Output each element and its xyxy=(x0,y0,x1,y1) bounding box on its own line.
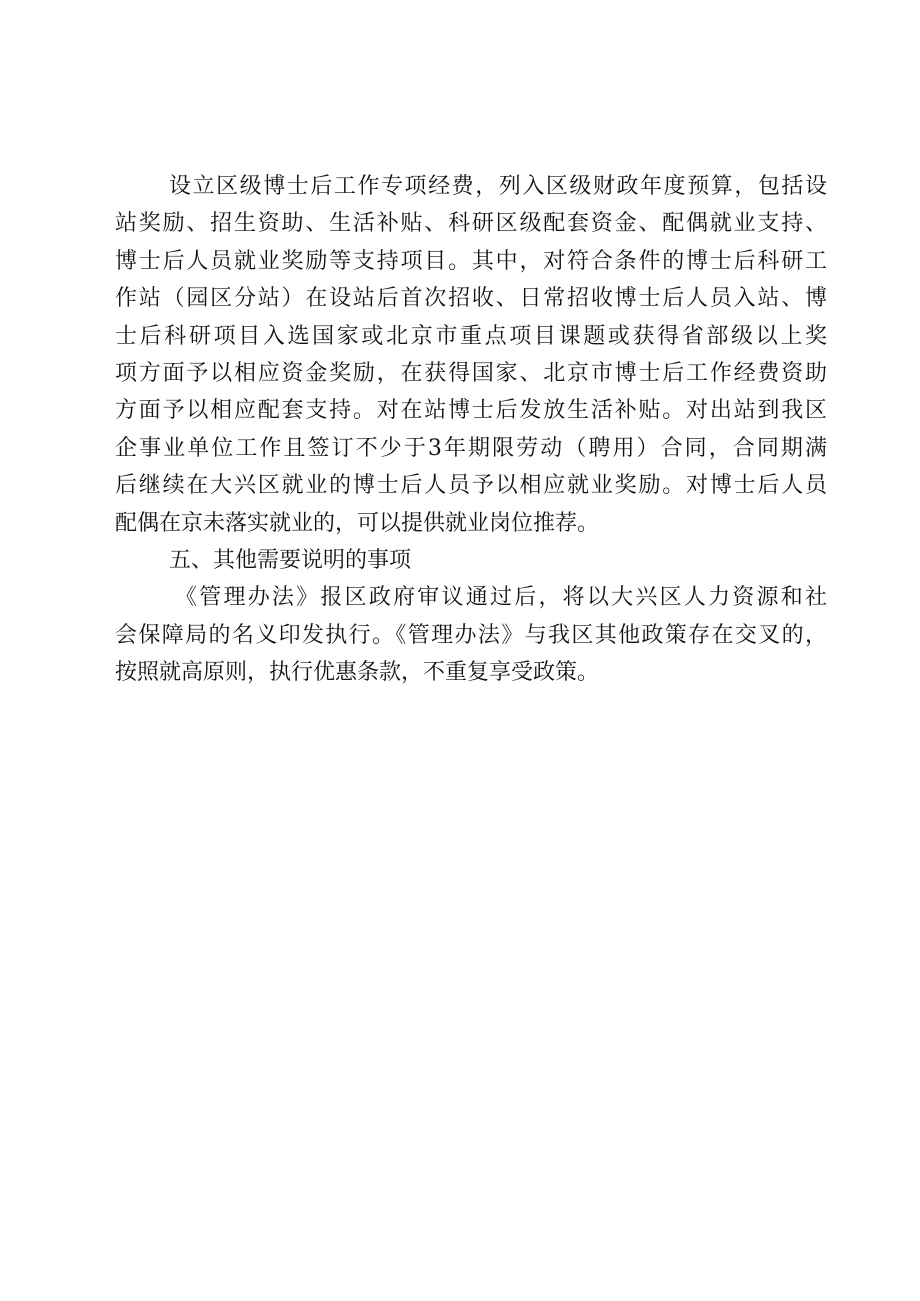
paragraph-line: 博士后人员就业奖励等支持项目。其中，对符合条件的博士后科研工 xyxy=(115,248,827,274)
paragraph-line: 站奖励、招生资助、生活补贴、科研区级配套资金、配偶就业支持、 xyxy=(115,211,827,237)
paragraph-line: 项方面予以相应资金奖励，在获得国家、北京市博士后工作经费资助 xyxy=(115,360,827,386)
paragraph-line: 按照就高原则，执行优惠条款，不重复享受政策。 xyxy=(115,660,600,686)
paragraph-line: 作站（园区分站）在设站后首次招收、日常招收博士后人员入站、博 xyxy=(115,286,827,312)
paragraph-line: 企事业单位工作且签订不少于3年期限劳动（聘用）合同，合同期满 xyxy=(115,435,827,461)
paragraph-line: 配偶在京未落实就业的，可以提供就业岗位推荐。 xyxy=(115,510,600,536)
document-body xyxy=(115,168,827,691)
section-heading: 五、其他需要说明的事项 xyxy=(169,547,412,573)
paragraph-line: 后继续在大兴区就业的博士后人员予以相应就业奖励。对博士后人员 xyxy=(115,473,827,499)
paragraph-other-matters xyxy=(115,579,827,691)
paragraph-line: 会保障局的名义印发执行。《管理办法》与我区其他政策存在交叉的， xyxy=(115,622,827,648)
paragraph-line: 《管理办法》报区政府审议通过后，将以大兴区人力资源和社 xyxy=(175,585,827,611)
paragraph-line: 设立区级博士后工作专项经费，列入区级财政年度预算，包括设 xyxy=(169,174,827,199)
paragraph-line: 方面予以相应配套支持。对在站博士后发放生活补贴。对出站到我区 xyxy=(115,398,827,424)
paragraph-postdoc-funding xyxy=(115,168,827,542)
paragraph-line: 士后科研项目入选国家或北京市重点项目课题或获得省部级以上奖 xyxy=(115,323,827,349)
